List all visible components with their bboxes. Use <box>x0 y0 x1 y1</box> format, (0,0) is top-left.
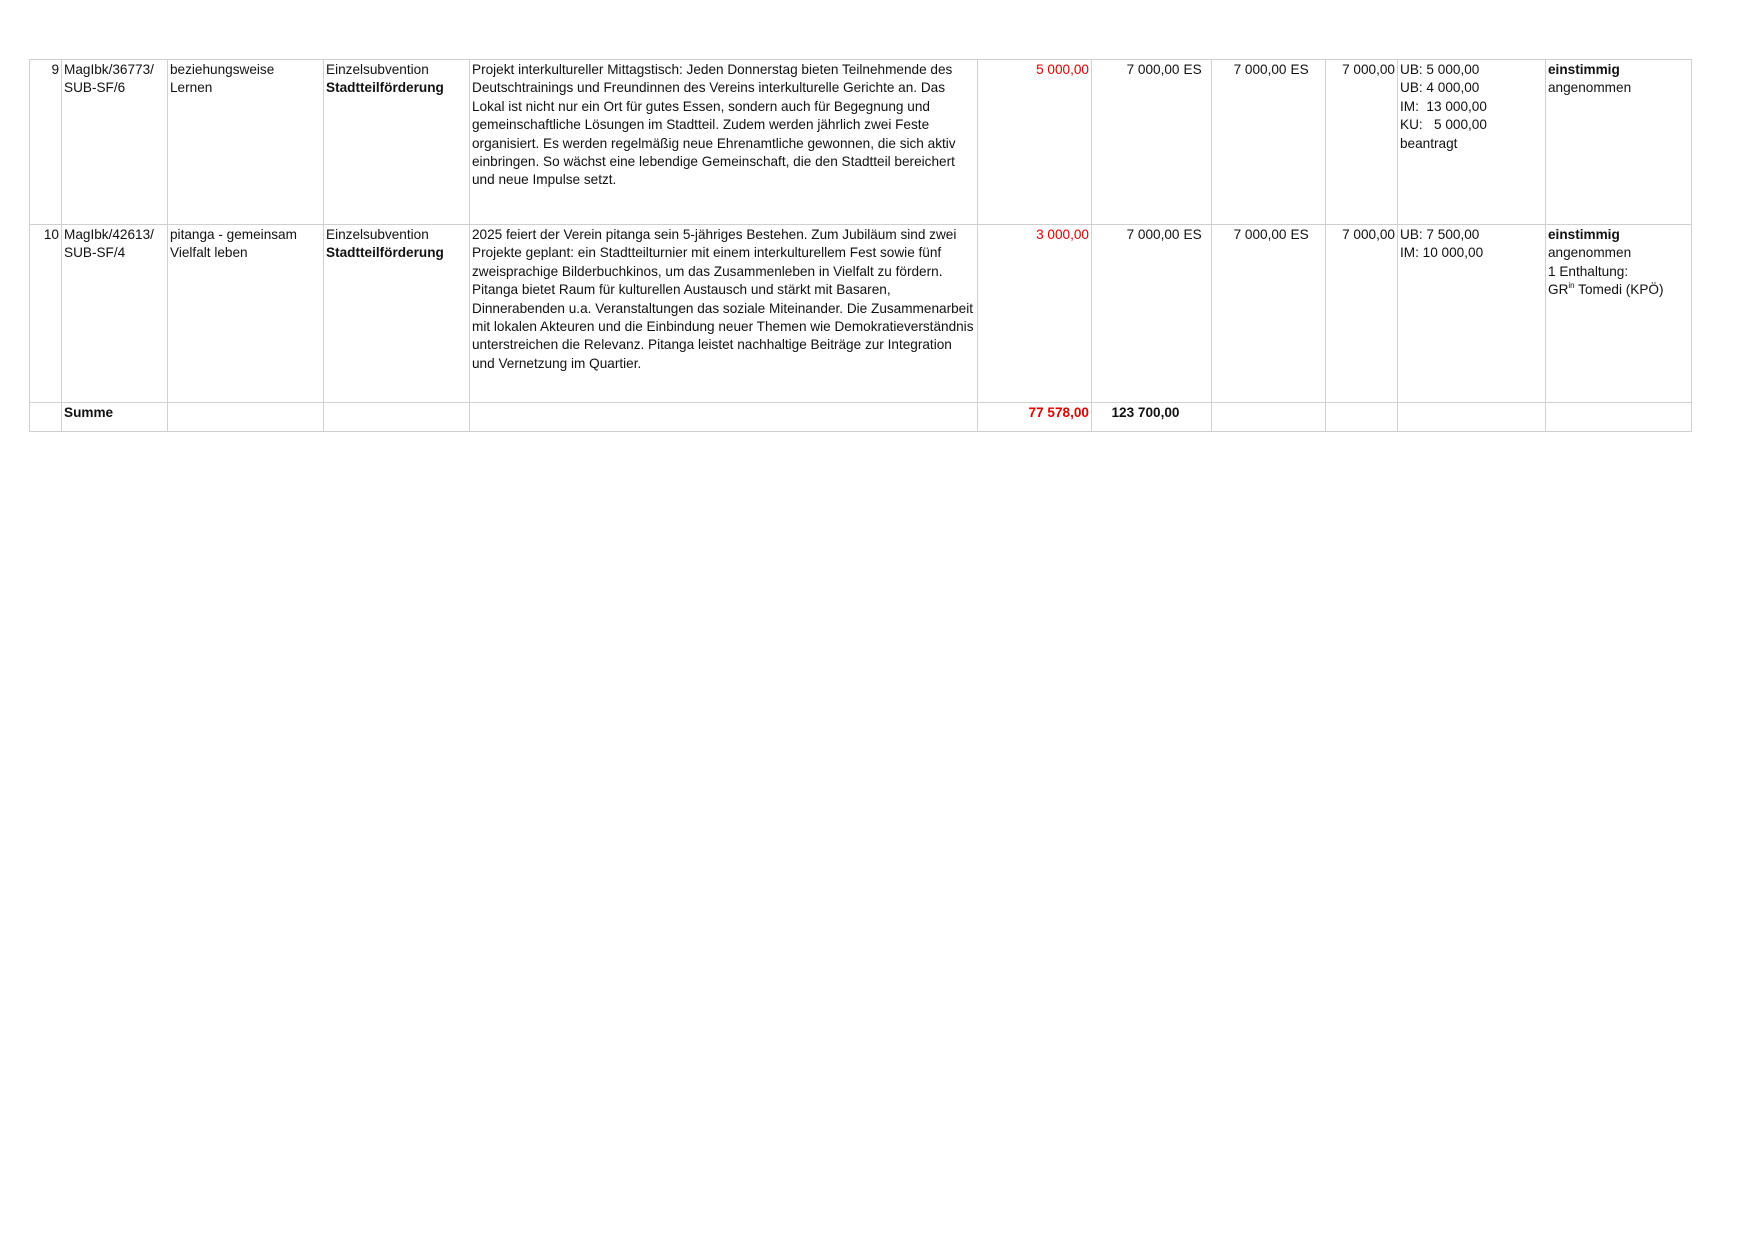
project-name-cell <box>168 60 324 225</box>
abstainer-name: Tomedi (KPÖ) <box>1574 282 1664 298</box>
funding-line: KU: 5 000,00 <box>1400 117 1487 133</box>
empty-cell <box>1182 403 1212 432</box>
decision-status: angenommen <box>1548 245 1632 261</box>
other-funding-cell <box>1398 225 1546 403</box>
requested-amount: 5 000,00 <box>978 60 1092 225</box>
subsidy-table <box>29 59 1692 432</box>
empty-cell <box>1212 403 1289 432</box>
abstainer-title-suffix: in <box>1568 280 1575 290</box>
description-cell: Projekt interkultureller Mittagstisch: Jeden Donnerstag bieten Teilnehmende des Deutschtrainings und Freundinnen des Vereins interkulturelle Gerichte an. Das Lokal ist nicht nur ein Ort für gutes Essen, sondern auch für Begegnung und gemeinschaftliche Lösungen im Stadtteil. Zudem werden jährlich zwei Feste organisiert. Es werden regelmäßig neue Ehrenamtliche gewonnen, die sich aktiv einbringen. So wächst eine lebendige Gemeinschaft, die den Stadtteil bereichert und neue Impulse setzt. <box>470 60 978 225</box>
amount-3: 7 000,00 <box>1326 225 1398 403</box>
empty-cell <box>1398 403 1546 432</box>
abstainer-title: GR <box>1548 282 1569 298</box>
decision-status: angenommen <box>1548 80 1632 96</box>
decision-abstainer <box>1548 281 1689 299</box>
funding-line: IM: 13 000,00 <box>1400 98 1487 114</box>
funding-line: beantragt <box>1400 135 1458 151</box>
empty-cell <box>30 403 62 432</box>
reference-cell <box>62 225 168 403</box>
empty-cell <box>1289 403 1326 432</box>
code-2: ES <box>1289 225 1326 403</box>
subsidy-category: Stadtteilförderung <box>326 80 444 96</box>
project-name-line: Vielfalt leben <box>170 245 248 261</box>
empty-cell <box>1546 403 1692 432</box>
project-name-line: Lernen <box>170 80 213 96</box>
empty-cell <box>324 403 470 432</box>
empty-cell <box>168 403 324 432</box>
project-name-cell <box>168 225 324 403</box>
table-row <box>30 60 1692 225</box>
total-amount-1: 123 700,00 <box>1092 403 1182 432</box>
amount-1: 7 000,00 <box>1092 225 1182 403</box>
funding-line: UB: 4 000,00 <box>1400 80 1480 96</box>
code-1: ES <box>1182 60 1212 225</box>
decision-vote: einstimmig <box>1548 227 1620 242</box>
reference-line: SUB-SF/4 <box>64 245 126 261</box>
project-name-line: beziehungsweise <box>170 62 275 77</box>
decision-abstention: 1 Enthaltung: <box>1548 263 1629 279</box>
description-cell: 2025 feiert der Verein pitanga sein 5-jähriges Bestehen. Zum Jubiläum sind zwei Projekte geplant: ein Stadtteilturnier mit einem interkulturellem Fest sowie fünf zweisprachige Bilderbuchkinos, um das Zusammenleben in Vielfalt zu fördern. Pitanga bietet Raum für kulturellen Austausch und stärkt mit Basaren, Dinnerabenden u.a. Veranstaltungen das soziale Miteinander. Die Zusammenarbeit mit lokalen Akteuren und die Einbindung neuer Themen wie Demokratieverständnis unterstreichen die Relevanz. Pitanga leistet nachhaltige Beiträge zur Integration und Vernetzung im Quartier. <box>470 225 978 403</box>
subsidy-type-cell <box>324 60 470 225</box>
requested-amount: 3 000,00 <box>978 225 1092 403</box>
subsidy-category: Stadtteilförderung <box>326 245 444 261</box>
subsidy-type: Einzelsubvention <box>326 227 429 242</box>
decision-cell <box>1546 225 1692 403</box>
row-number: 9 <box>30 60 62 225</box>
decision-vote: einstimmig <box>1548 62 1620 77</box>
reference-line: SUB-SF/6 <box>64 80 126 96</box>
funding-line: IM: 10 000,00 <box>1400 245 1484 261</box>
code-1: ES <box>1182 225 1212 403</box>
reference-line: MagIbk/42613/ <box>64 227 154 242</box>
other-funding-cell <box>1398 60 1546 225</box>
funding-line: UB: 5 000,00 <box>1400 62 1480 77</box>
reference-line: MagIbk/36773/ <box>64 62 154 77</box>
summary-row <box>30 403 1692 432</box>
amount-3: 7 000,00 <box>1326 60 1398 225</box>
amount-2: 7 000,00 <box>1212 225 1289 403</box>
empty-cell <box>1326 403 1398 432</box>
subsidy-type: Einzelsubvention <box>326 62 429 77</box>
reference-cell <box>62 60 168 225</box>
total-requested: 77 578,00 <box>978 403 1092 432</box>
amount-2: 7 000,00 <box>1212 60 1289 225</box>
funding-line: UB: 7 500,00 <box>1400 227 1480 242</box>
empty-cell <box>470 403 978 432</box>
code-2: ES <box>1289 60 1326 225</box>
subsidy-type-cell <box>324 225 470 403</box>
project-name-line: pitanga - gemeinsam <box>170 227 297 242</box>
table-row <box>30 225 1692 403</box>
decision-cell <box>1546 60 1692 225</box>
amount-1: 7 000,00 <box>1092 60 1182 225</box>
row-number: 10 <box>30 225 62 403</box>
summary-label: Summe <box>62 403 168 432</box>
